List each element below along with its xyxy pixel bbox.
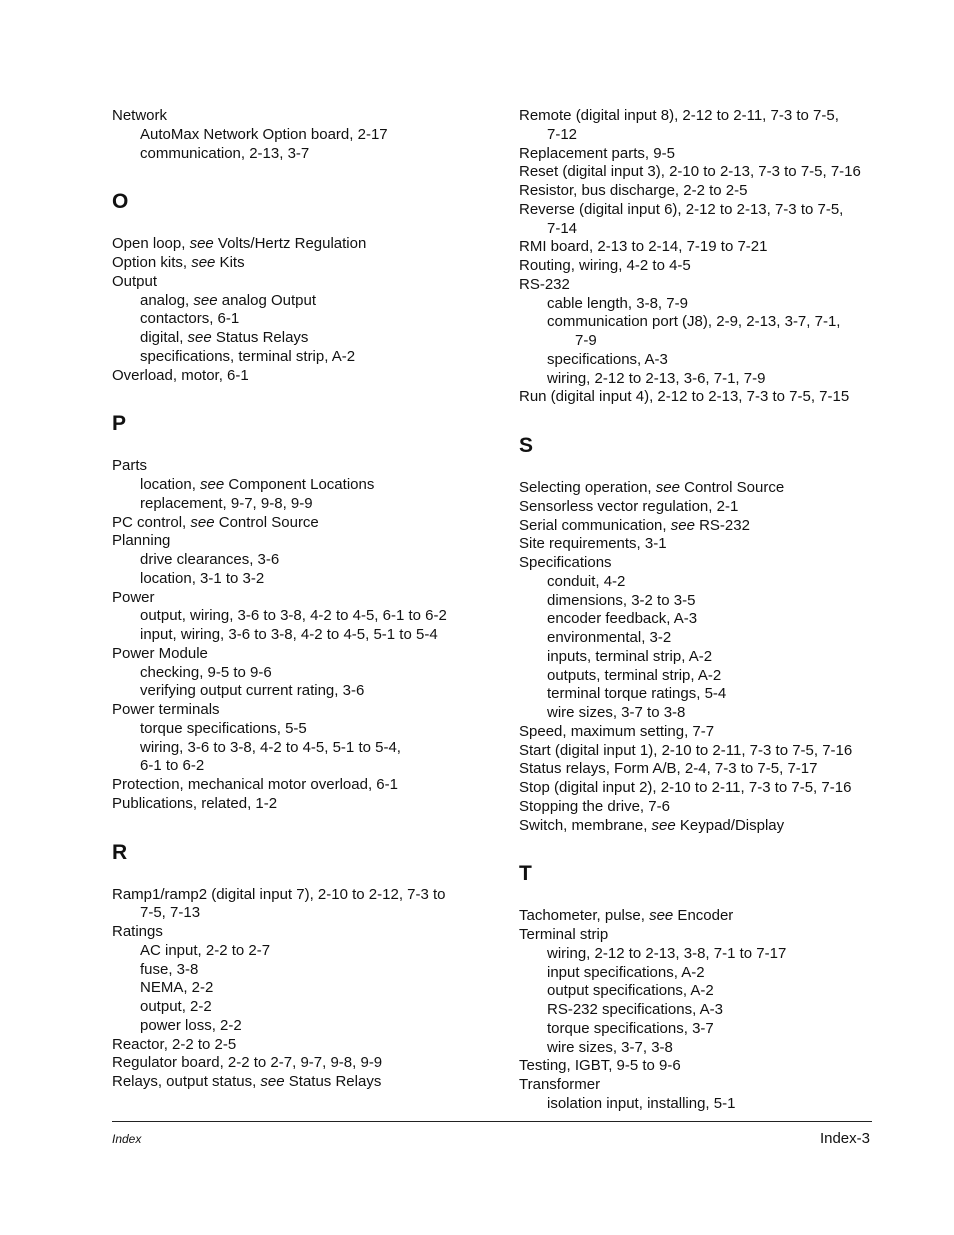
index-subentry: wiring, 3-6 to 3-8, 4-2 to 4-5, 5-1 to 5-4, bbox=[140, 738, 401, 756]
index-entry: Sensorless vector regulation, 2-1 bbox=[519, 497, 739, 515]
see-reference: see bbox=[190, 513, 215, 531]
index-subentry: wiring, 2-12 to 2-13, 3-6, 7-1, 7-9 bbox=[547, 369, 766, 387]
entry-text: Relays, output status, bbox=[112, 1073, 261, 1090]
index-entry: Planning bbox=[112, 532, 171, 550]
index-entry: Ramp1/ramp2 (digital input 7), 2-10 to 2-12, 7-3 to bbox=[112, 885, 446, 903]
index-subentry: torque specifications, 5-5 bbox=[140, 719, 307, 737]
index-subentry: inputs, terminal strip, A-2 bbox=[547, 647, 713, 665]
index-subentry bbox=[112, 292, 492, 311]
index-subentry: output specifications, A-2 bbox=[547, 982, 714, 1000]
entry-text: location, bbox=[140, 476, 201, 493]
index-subentry: environmental, 3-2 bbox=[547, 629, 672, 646]
see-target: Status Relays bbox=[211, 329, 309, 346]
footer-divider bbox=[112, 1121, 872, 1122]
index-subentry: input, wiring, 3-6 to 3-8, 4-2 to 4-5, 5-1 to 5-4 bbox=[140, 626, 438, 643]
index-entry: Protection, mechanical motor overload, 6-1 bbox=[112, 776, 398, 793]
index-subentry: contactors, 6-1 bbox=[140, 310, 240, 328]
entry-text: Tachometer, pulse, bbox=[519, 907, 650, 925]
see-reference: see bbox=[200, 476, 225, 493]
index-subentry: terminal torque ratings, 5-4 bbox=[547, 685, 727, 703]
index-entry: Start (digital input 1), 2-10 to 2-11, 7-3 to 7-5, 7-16 bbox=[519, 741, 853, 759]
index-entry bbox=[519, 907, 899, 926]
index-subentry: encoder feedback, A-3 bbox=[547, 610, 698, 628]
see-target: Keypad/Display bbox=[675, 816, 785, 834]
index-entry bbox=[519, 517, 899, 536]
index-column-right bbox=[519, 107, 899, 1114]
index-subentry: verifying output current rating, 3-6 bbox=[140, 682, 365, 700]
index-entry bbox=[112, 235, 492, 254]
see-reference: see bbox=[651, 816, 676, 834]
index-subentry bbox=[112, 476, 492, 495]
index-entry bbox=[112, 514, 492, 533]
section-letter-heading: O bbox=[112, 190, 129, 214]
see-target: analog Output bbox=[217, 291, 316, 309]
see-target: Kits bbox=[215, 254, 245, 271]
index-subentry: specifications, terminal strip, A-2 bbox=[140, 347, 356, 365]
index-subentry: 6-1 to 6-2 bbox=[140, 757, 205, 775]
see-target: Status Relays bbox=[284, 1073, 382, 1090]
index-subentry: wiring, 2-12 to 2-13, 3-8, 7-1 to 7-17 bbox=[547, 944, 787, 962]
index-subentry: AC input, 2-2 to 2-7 bbox=[140, 941, 271, 959]
index-subentry: 7-9 bbox=[575, 332, 597, 349]
index-entry: RS-232 bbox=[519, 275, 570, 293]
index-entry: Reverse (digital input 6), 2-12 to 2-13, 7-3 to 7-5, bbox=[519, 200, 844, 218]
index-entry: Reset (digital input 3), 2-10 to 2-13, 7-3 to 7-5, 7-16 bbox=[519, 163, 861, 181]
index-entry: Resistor, bus discharge, 2-2 to 2-5 bbox=[519, 182, 748, 199]
index-entry: Power Module bbox=[112, 644, 208, 662]
see-reference: see bbox=[189, 235, 214, 253]
index-entry: Network bbox=[112, 107, 168, 124]
entry-text: Switch, membrane, bbox=[519, 816, 652, 834]
entry-text: analog, bbox=[140, 291, 194, 309]
index-entry: Power terminals bbox=[112, 701, 220, 718]
index-subentry: dimensions, 3-2 to 3-5 bbox=[547, 591, 696, 609]
index-subentry: drive clearances, 3-6 bbox=[140, 551, 280, 568]
index-entry: Publications, related, 1-2 bbox=[112, 794, 278, 812]
index-entry bbox=[519, 817, 899, 836]
index-subentry: output, 2-2 bbox=[140, 998, 212, 1015]
see-target: Control Source bbox=[214, 513, 319, 531]
see-target: Control Source bbox=[679, 479, 785, 496]
see-reference: see bbox=[193, 291, 218, 309]
index-subentry: input specifications, A-2 bbox=[547, 963, 705, 981]
index-subentry: replacement, 9-7, 9-8, 9-9 bbox=[140, 494, 313, 512]
see-reference: see bbox=[649, 907, 674, 925]
entry-text: PC control, bbox=[112, 513, 191, 531]
index-entry: Terminal strip bbox=[519, 926, 609, 943]
index-subentry: 7-12 bbox=[547, 125, 578, 143]
index-subentry: cable length, 3-8, 7-9 bbox=[547, 294, 688, 312]
index-subentry: torque specifications, 3-7 bbox=[547, 1019, 714, 1037]
index-subentry: checking, 9-5 to 9-6 bbox=[140, 663, 272, 681]
see-target: Encoder bbox=[673, 907, 734, 925]
index-entry: Regulator board, 2-2 to 2-7, 9-7, 9-8, 9-9 bbox=[112, 1054, 383, 1072]
entry-text: digital, bbox=[140, 329, 188, 346]
entry-text: Option kits, bbox=[112, 254, 192, 271]
index-subentry: 7-5, 7-13 bbox=[140, 904, 201, 922]
see-reference: see bbox=[670, 516, 695, 534]
index-entry: Reactor, 2-2 to 2-5 bbox=[112, 1035, 237, 1053]
index-entry bbox=[519, 479, 899, 498]
index-subentry: AutoMax Network Option board, 2-17 bbox=[140, 125, 388, 143]
index-entry: Routing, wiring, 4-2 to 4-5 bbox=[519, 257, 691, 274]
index-entry: Stop (digital input 2), 2-10 to 2-11, 7-3 to 7-5, 7-16 bbox=[519, 779, 852, 796]
index-entry: Specifications bbox=[519, 554, 612, 571]
index-subentry: conduit, 4-2 bbox=[547, 572, 626, 590]
index-entry: Remote (digital input 8), 2-12 to 2-11, 7-3 to 7-5, bbox=[519, 107, 839, 124]
index-entry: Stopping the drive, 7-6 bbox=[519, 797, 670, 815]
index-entry: Ratings bbox=[112, 923, 163, 940]
section-letter-heading: R bbox=[112, 840, 128, 864]
index-subentry: RS-232 specifications, A-3 bbox=[547, 1001, 723, 1018]
index-subentry: 7-14 bbox=[547, 219, 578, 237]
index-entry: Speed, maximum setting, 7-7 bbox=[519, 722, 715, 740]
see-reference: see bbox=[187, 329, 212, 346]
footer-section-label: Index bbox=[112, 1132, 142, 1146]
index-subentry: communication, 2-13, 3-7 bbox=[140, 144, 310, 162]
index-column-left bbox=[112, 107, 492, 1092]
index-subentry: isolation input, installing, 5-1 bbox=[547, 1094, 736, 1112]
entry-text: Open loop, bbox=[112, 235, 190, 253]
index-entry: RMI board, 2-13 to 2-14, 7-19 to 7-21 bbox=[519, 238, 768, 256]
index-entry bbox=[112, 1073, 492, 1092]
index-subentry: communication port (J8), 2-9, 2-13, 3-7, 7-1, bbox=[547, 313, 841, 331]
see-reference: see bbox=[655, 479, 680, 496]
section-letter-heading: S bbox=[519, 434, 534, 457]
index-entry: Overload, motor, 6-1 bbox=[112, 366, 249, 384]
index-entry: Site requirements, 3-1 bbox=[519, 535, 667, 553]
index-entry: Status relays, Form A/B, 2-4, 7-3 to 7-5, 7-17 bbox=[519, 760, 818, 778]
footer-page-number: Index-3 bbox=[819, 1130, 870, 1147]
index-subentry: wire sizes, 3-7, 3-8 bbox=[547, 1038, 673, 1056]
index-subentry: wire sizes, 3-7 to 3-8 bbox=[547, 704, 686, 721]
see-reference: see bbox=[191, 254, 216, 271]
index-subentry: fuse, 3-8 bbox=[140, 960, 199, 978]
section-letter-heading: T bbox=[519, 862, 532, 886]
entry-text: Serial communication, bbox=[519, 516, 671, 534]
index-entry: Transformer bbox=[519, 1076, 601, 1093]
index-subentry: outputs, terminal strip, A-2 bbox=[547, 666, 722, 684]
section-letter-heading: P bbox=[112, 412, 127, 436]
index-subentry: power loss, 2-2 bbox=[140, 1016, 242, 1034]
see-target: Component Locations bbox=[224, 476, 375, 493]
index-subentry bbox=[112, 329, 492, 348]
index-entry: Output bbox=[112, 272, 158, 290]
index-subentry: output, wiring, 3-6 to 3-8, 4-2 to 4-5, 6-1 to 6-2 bbox=[140, 607, 447, 625]
index-entry: Run (digital input 4), 2-12 to 2-13, 7-3 to 7-5, 7-15 bbox=[519, 388, 850, 406]
index-entry: Replacement parts, 9-5 bbox=[519, 144, 675, 162]
index-entry: Parts bbox=[112, 457, 148, 475]
see-target: Volts/Hertz Regulation bbox=[213, 235, 367, 253]
see-reference: see bbox=[260, 1073, 285, 1090]
entry-text: Selecting operation, bbox=[519, 479, 656, 496]
index-entry: Power bbox=[112, 588, 155, 606]
index-entry bbox=[112, 254, 492, 273]
index-subentry: specifications, A-3 bbox=[547, 350, 668, 368]
index-subentry: NEMA, 2-2 bbox=[140, 979, 214, 997]
see-target: RS-232 bbox=[694, 516, 750, 534]
index-subentry: location, 3-1 to 3-2 bbox=[140, 569, 265, 587]
index-entry: Testing, IGBT, 9-5 to 9-6 bbox=[519, 1057, 681, 1075]
